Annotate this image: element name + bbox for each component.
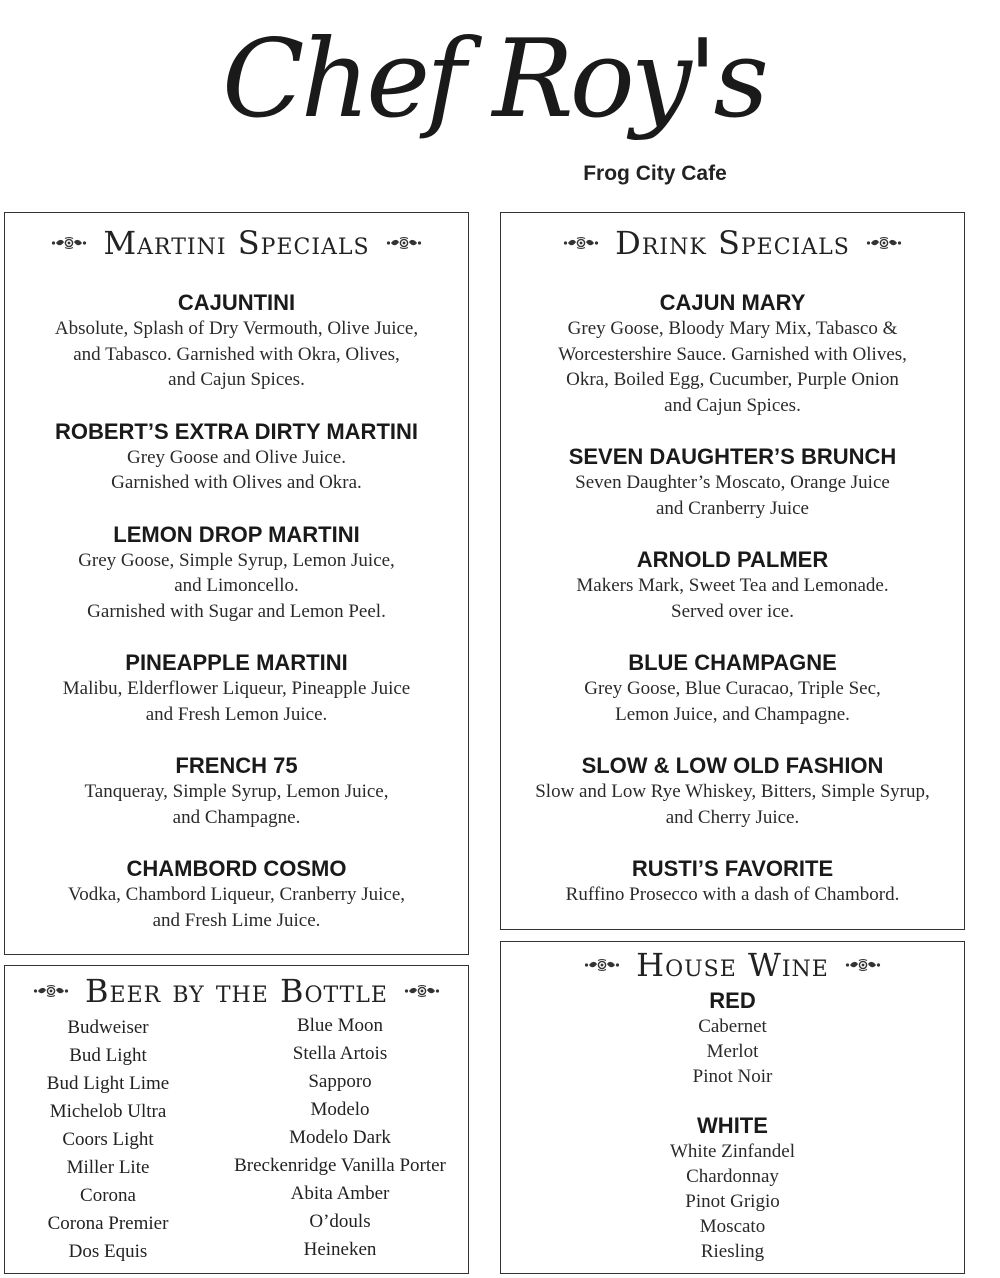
cafe-subtitle: Frog City Cafe xyxy=(583,162,727,185)
red-wine-label: RED xyxy=(709,988,756,1013)
drink-description: Grey Goose, Bloody Mary Mix, Tabasco & Worcestershire Sauce. Garnished with Olives, Okra, Boiled Egg, Cucumber, Purple Onion and Cajun Spices. xyxy=(558,318,907,416)
list-item xyxy=(501,443,964,521)
list-item xyxy=(501,289,964,418)
list-item xyxy=(5,418,468,496)
wine-list xyxy=(501,987,964,1264)
drink-description: Malibu, Elderflower Liqueur, Pineapple Juice and Fresh Lemon Juice. xyxy=(62,678,411,725)
drink-specials-box xyxy=(500,212,965,930)
list-item: Corona Premier xyxy=(47,1213,169,1234)
drink-name: CAJUNTINI xyxy=(177,290,296,315)
ornament-icon xyxy=(584,958,620,972)
list-item: Modelo Dark xyxy=(289,1127,391,1148)
ornament-icon xyxy=(866,236,902,250)
list-item: Abita Amber xyxy=(290,1183,390,1204)
list-item: Pinot Grigio xyxy=(685,1191,780,1212)
martini-list xyxy=(5,289,468,958)
ornament-icon xyxy=(33,984,69,998)
house-wine-heading xyxy=(501,944,964,986)
martini-specials-heading xyxy=(5,223,468,263)
ornament-icon xyxy=(845,958,881,972)
list-item xyxy=(501,752,964,830)
list-item: Modelo xyxy=(310,1099,370,1120)
list-item: Pinot Noir xyxy=(692,1066,773,1087)
drink-name: ROBERT’S EXTRA DIRTY MARTINI xyxy=(54,418,418,444)
drink-description: Grey Goose, Blue Curacao, Triple Sec, Lemon Juice, and Champagne. xyxy=(584,678,881,725)
drink-description: Vodka, Chambord Liqueur, Cranberry Juice, and Fresh Lime Juice. xyxy=(67,884,406,931)
drink-name: SEVEN DAUGHTER’S BRUNCH xyxy=(568,444,897,469)
list-item: Breckenridge Vanilla Porter xyxy=(234,1155,446,1176)
list-item: Cabernet xyxy=(698,1016,767,1037)
list-item: Coors Light xyxy=(62,1129,154,1150)
list-item xyxy=(501,855,964,908)
drink-name: PINEAPPLE MARTINI xyxy=(125,650,348,675)
list-item: Blue Moon xyxy=(296,1015,384,1036)
ornament-icon xyxy=(51,236,87,250)
drink-specials-heading xyxy=(501,223,964,263)
drink-description: Tanqueray, Simple Syrup, Lemon Juice, and Champagne. xyxy=(84,781,389,828)
list-item: Bud Light xyxy=(69,1045,147,1066)
list-item: Corona xyxy=(80,1185,136,1206)
list-item xyxy=(5,521,468,625)
list-item: Riesling xyxy=(700,1241,765,1262)
list-item xyxy=(501,649,964,727)
list-item: White Zinfandel xyxy=(669,1141,796,1162)
white-wine-label: WHITE xyxy=(697,1113,768,1138)
drink-name: SLOW & LOW OLD FASHION xyxy=(581,753,884,778)
ornament-icon xyxy=(563,236,599,250)
list-item: Heineken xyxy=(303,1239,377,1260)
beer-column-1 xyxy=(13,1014,203,1266)
drink-name: RUSTI’S FAVORITE xyxy=(631,856,834,881)
list-item: O’douls xyxy=(309,1211,371,1232)
beer-column-2 xyxy=(210,1012,470,1264)
list-item xyxy=(5,752,468,830)
list-item: Bud Light Lime xyxy=(46,1073,170,1094)
list-item: Michelob Ultra xyxy=(49,1101,167,1122)
chef-roys-logo: Chef Roy's xyxy=(222,17,765,142)
list-item: Merlot xyxy=(706,1041,759,1062)
drink-specials-title: Drink Specials xyxy=(615,224,850,262)
drink-description: Ruffino Prosecco with a dash of Chambord. xyxy=(565,884,900,905)
drink-name: BLUE CHAMPAGNE xyxy=(628,650,837,675)
list-item: Stella Artois xyxy=(292,1043,388,1064)
ornament-icon xyxy=(404,984,440,998)
drink-description: Absolute, Splash of Dry Vermouth, Olive Juice, and Tabasco. Garnished with Okra, Olives, and Cajun Spices. xyxy=(54,318,419,390)
drink-description: Grey Goose and Olive Juice. Garnished with Olives and Okra. xyxy=(111,446,362,493)
drink-description: Grey Goose, Simple Syrup, Lemon Juice, and Limoncello. Garnished with Sugar and Lemon Peel. xyxy=(78,549,395,622)
beer-box xyxy=(4,965,469,1274)
ornament-icon xyxy=(386,236,422,250)
beer-heading xyxy=(5,970,468,1012)
drink-description: Makers Mark, Sweet Tea and Lemonade. Served over ice. xyxy=(576,575,889,622)
list-item: Chardonnay xyxy=(686,1166,779,1187)
drink-name: CHAMBORD COSMO xyxy=(126,856,347,881)
beer-title: Beer by the Bottle xyxy=(85,972,388,1010)
list-item: Moscato xyxy=(699,1216,766,1237)
list-item: Budweiser xyxy=(67,1017,149,1038)
drink-name: ARNOLD PALMER xyxy=(636,547,829,572)
list-item: Miller Lite xyxy=(66,1157,150,1178)
drink-list xyxy=(501,289,964,933)
list-item xyxy=(5,649,468,727)
drink-name: LEMON DROP MARTINI xyxy=(113,521,360,547)
martini-specials-title: Martini Specials xyxy=(103,224,370,262)
list-item xyxy=(5,855,468,933)
drink-name: CAJUN MARY xyxy=(659,290,806,315)
drink-name: FRENCH 75 xyxy=(175,753,298,778)
house-wine-box xyxy=(500,941,965,1274)
drink-description: Slow and Low Rye Whiskey, Bitters, Simple Syrup, and Cherry Juice. xyxy=(535,781,930,828)
list-item xyxy=(501,546,964,624)
drink-description: Seven Daughter’s Moscato, Orange Juice and Cranberry Juice xyxy=(575,472,890,519)
list-item xyxy=(5,289,468,393)
list-item: Sapporo xyxy=(308,1071,372,1092)
house-wine-title: House Wine xyxy=(636,946,829,984)
list-item: Dos Equis xyxy=(68,1241,148,1262)
martini-specials-box xyxy=(4,212,469,955)
